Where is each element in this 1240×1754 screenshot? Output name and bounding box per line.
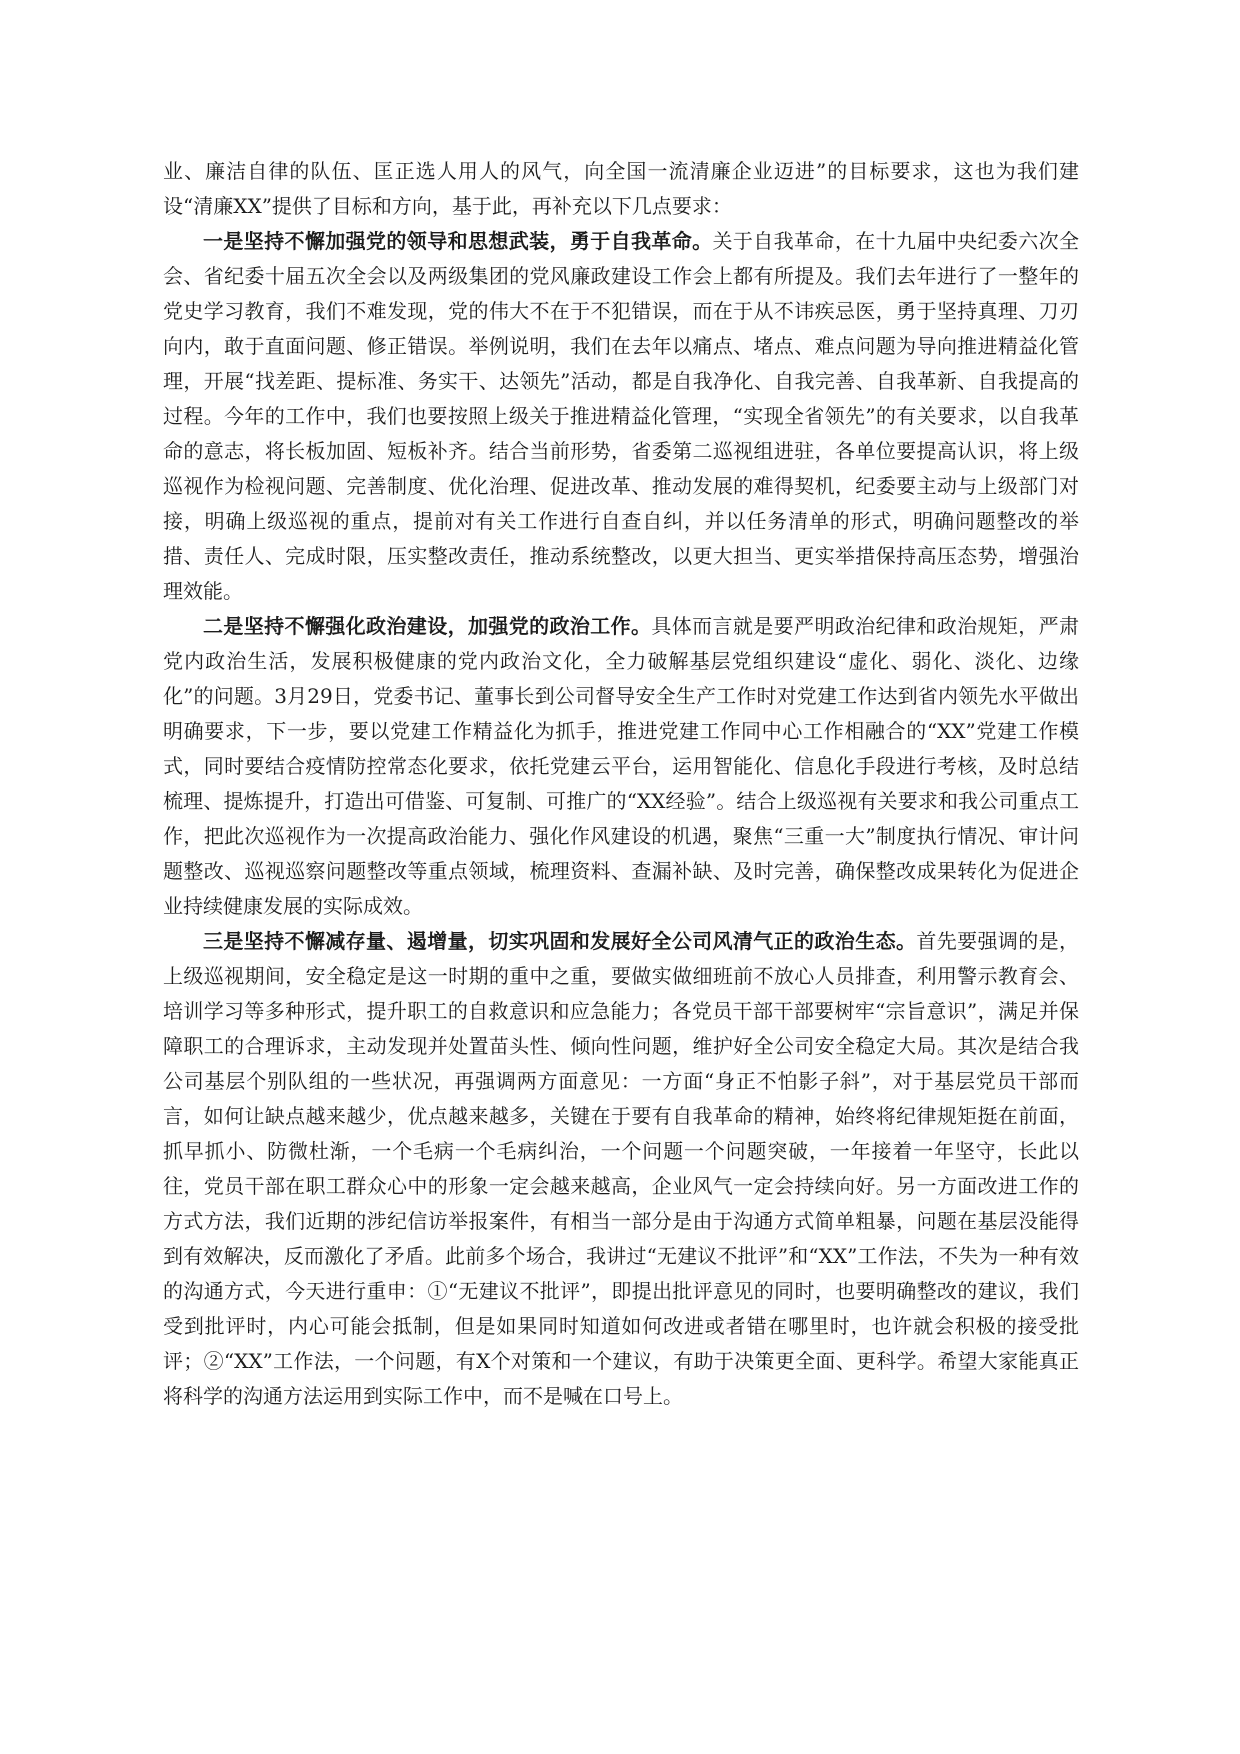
paragraph-intro	[163, 154, 1079, 224]
paragraph-point-two-text: 具体而言就是要严明政治纪律和政治规矩，严肃党内政治生活，发展积极健康的党内政治文化，全力破解基层党组织建设“虚化、弱化、淡化、边缘化”的问题。3月29日，党委书记、董事长到公司督导安全生产工作时对党建工作达到省内领先水平做出明确要求，下一步，要以党建工作精益化为抓手，推进党建工作同中心工作相融合的“XX”党建工作模式，同时要结合疫情防控常态化要求，依托党建云平台，运用智能化、信息化手段进行考核，及时总结梳理、提炼提升，打造出可借鉴、可复制、可推广的“XX经验”。结合上级巡视有关要求和我公司重点工作，把此次巡视作为一次提高政治能力、强化作风建设的机遇，聚焦“三重一大”制度执行情况、审计问题整改、巡视巡察问题整改等重点领域，梳理资料、查漏补缺、及时完善，确保整改成果转化为促进企业持续健康发展的实际成效。	[163, 614, 1080, 918]
paragraph-point-one-heading: 一是坚持不懈加强党的领导和思想武装，勇于自我革命。	[203, 229, 713, 253]
paragraph-point-two-heading: 二是坚持不懈强化政治建设，加强党的政治工作。	[203, 614, 652, 638]
paragraph-point-three	[163, 924, 1079, 1414]
paragraph-point-one	[163, 224, 1079, 609]
paragraph-point-two	[163, 609, 1079, 924]
paragraph-point-one-text: 关于自我革命，在十九届中央纪委六次全会、省纪委十届五次全会以及两级集团的党风廉政建设工作会上都有所提及。我们去年进行了一整年的党史学习教育，我们不难发现，党的伟大不在于不犯错误，而在于从不讳疾忌医，勇于坚持真理、刀刃向内，敢于直面问题、修正错误。举例说明，我们在去年以痛点、堵点、难点问题为导向推进精益化管理，开展“找差距、提标准、务实干、达领先”活动，都是自我净化、自我完善、自我革新、自我提高的过程。今年的工作中，我们也要按照上级关于推进精益化管理，“实现全省领先”的有关要求，以自我革命的意志，将长板加固、短板补齐。结合当前形势，省委第二巡视组进驻，各单位要提高认识，将上级巡视作为检视问题、完善制度、优化治理、促进改革、推动发展的难得契机，纪委要主动与上级部门对接，明确上级巡视的重点，提前对有关工作进行自查自纠，并以任务清单的形式，明确问题整改的举措、责任人、完成时限，压实整改责任，推动系统整改，以更大担当、更实举措保持高压态势，增强治理效能。	[163, 229, 1080, 603]
paragraph-intro-text: 业、廉洁自律的队伍、匡正选人用人的风气，向全国一流清廉企业迈进”的目标要求，这也为我们建设“清廉XX”提供了目标和方向，基于此，再补充以下几点要求：	[163, 159, 1079, 218]
document-page	[163, 154, 1079, 1414]
paragraph-point-three-text: 首先要强调的是，上级巡视期间，安全稳定是这一时期的重中之重，要做实做细班前不放心人员排查，利用警示教育会、培训学习等多种形式，提升职工的自救意识和应急能力；各党员干部干部要树牢“宗旨意识”，满足并保障职工的合理诉求，主动发现并处置苗头性、倾向性问题，维护好全公司安全稳定大局。其次是结合我公司基层个别队组的一些状况，再强调两方面意见：一方面“身正不怕影子斜”，对于基层党员干部而言，如何让缺点越来越少，优点越来越多，关键在于要有自我革命的精神，始终将纪律规矩挺在前面，抓早抓小、防微杜渐，一个毛病一个毛病纠治，一个问题一个问题突破，一年接着一年坚守，长此以往，党员干部在职工群众心中的形象一定会越来越高，企业风气一定会持续向好。另一方面改进工作的方式方法，我们近期的涉纪信访举报案件，有相当一部分是由于沟通方式简单粗暴，问题在基层没能得到有效解决，反而激化了矛盾。此前多个场合，我讲过“无建议不批评”和“XX”工作法，不失为一种有效的沟通方式，今天进行重申：①“无建议不批评”，即提出批评意见的同时，也要明确整改的建议，我们受到批评时，内心可能会抵制，但是如果同时知道如何改进或者错在哪里时，也许就会积极的接受批评；②“XX”工作法，一个问题，有X个对策和一个建议，有助于决策更全面、更科学。希望大家能真正将科学的沟通方法运用到实际工作中，而不是喊在口号上。	[163, 929, 1080, 1408]
paragraph-point-three-heading: 三是坚持不懈减存量、遏增量，切实巩固和发展好全公司风清气正的政治生态。	[203, 929, 917, 953]
